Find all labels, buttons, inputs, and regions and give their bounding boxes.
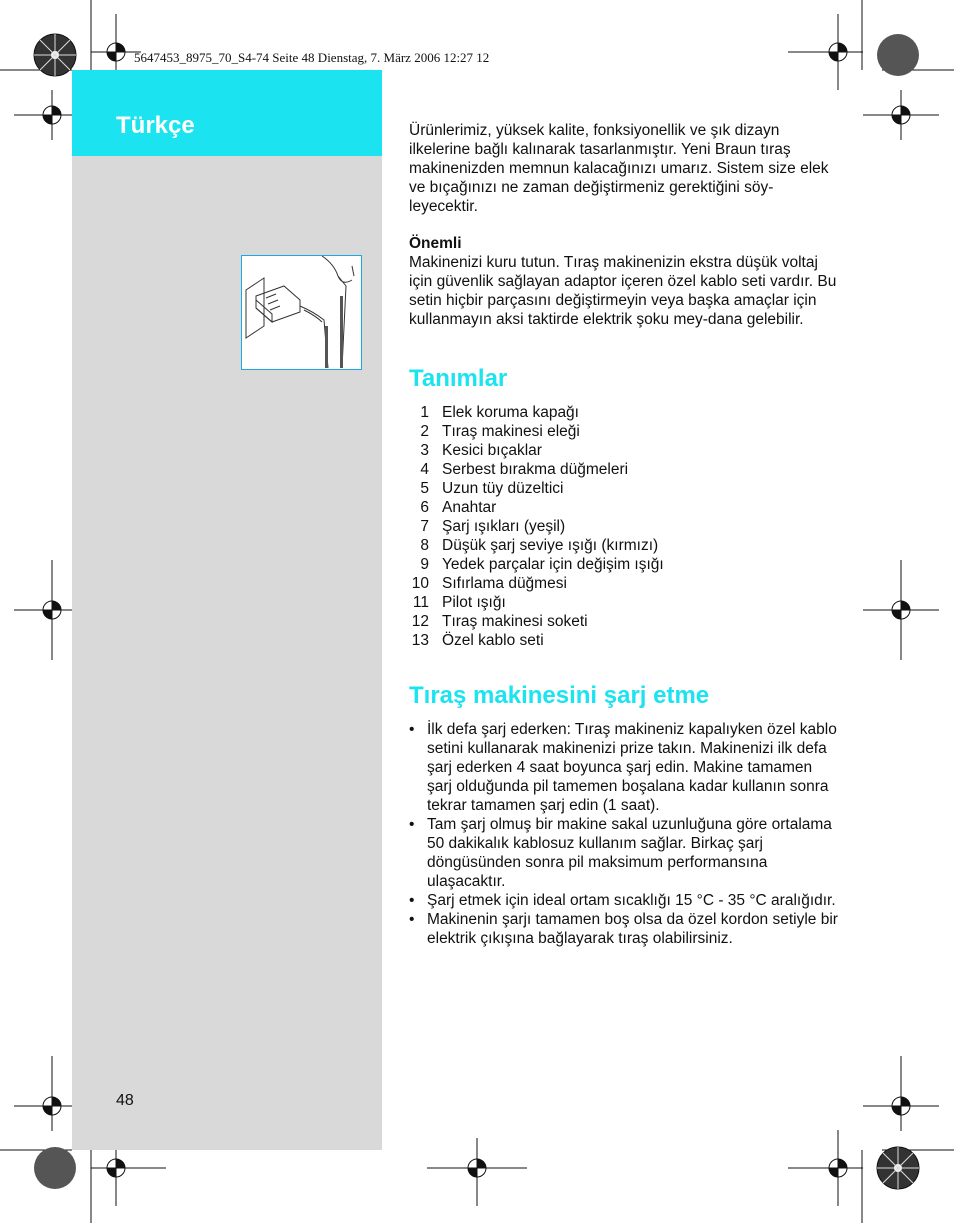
item-label: Pilot ışığı [442,594,506,611]
list-item [409,441,839,460]
list-item [409,460,839,479]
item-number: 1 [420,404,429,421]
list-item [409,422,839,441]
item-number: 8 [420,537,429,554]
item-number: 6 [420,499,429,516]
list-item [409,720,839,815]
item-number: 2 [420,423,429,440]
shaver-plug-illustration [241,255,362,370]
page-number: 48 [116,1092,134,1109]
item-label: Serbest bırakma düğmeleri [442,461,629,478]
item-number: 5 [420,480,429,497]
plug-cord-icon [242,256,361,369]
item-label: Anahtar [442,499,497,516]
charging-bullets [409,720,839,948]
list-item [409,403,839,422]
bullet-icon: • [409,892,415,909]
intro-paragraph: Ürünlerimiz, yüksek kalite, fonksiyonellik ve şık dizayn ilkelerine bağlı kalınarak tasarlanmıştır. Yeni Braun tıraş makinenizden memnun kalacağınızı umarız. Sistem size elek ve bıçağınızı ne zaman değiştirmeniz gerektiğini söy-leyecektir. [409,122,829,215]
item-label: Sıfırlama düğmesi [442,575,567,592]
item-number: 4 [420,461,429,478]
item-number: 3 [420,442,429,459]
left-sidebar-panel [72,70,382,1150]
bullet-text: Şarj etmek için ideal ortam sıcaklığı 15 °C - 35 °C aralığıdır. [427,892,836,909]
important-text: Makinenizi kuru tutun. Tıraş makinenizin ekstra düşük voltaj için güvenlik sağlayan adaptor içeren özel kablo seti vardır. Bu setin hiçbir parçasını değiştirmeyin veya başka amaçlar için kullanmayın aksi taktirde elektrik şoku mey-dana gelebilir. [409,254,837,328]
print-slug-line: 5647453_8975_70_S4-74 Seite 48 Dienstag, 7. März 2006 12:27 12 [134,50,490,65]
list-item [409,612,839,631]
list-item [409,574,839,593]
descriptions-heading: Tanımlar [409,365,508,392]
item-number: 11 [412,594,429,611]
list-item [409,479,839,498]
main-content [409,121,839,948]
item-label: Şarj ışıkları (yeşil) [442,518,566,535]
list-item [409,910,839,948]
language-title: Türkçe [116,112,195,139]
item-label: Kesici bıçaklar [442,442,542,459]
item-label: Elek koruma kapağı [442,404,579,421]
bullet-icon: • [409,721,415,738]
item-label: Özel kablo seti [442,632,544,649]
list-item [409,891,839,910]
item-number: 13 [411,632,429,649]
bullet-text: İlk defa şarj ederken: Tıraş makineniz kapalıyken özel kablo setini kullanarak makinenizi prize takın. Makinenizi ilk defa şarj ederken 4 saat boyunca şarj edin. Makine tamamen şarj olduğunda pil tamemen boşalana kadar kullanın sonra tekrar tamamen şarj edin (1 saat). [427,721,837,814]
bullet-text: Tam şarj olmuş bir makine sakal uzunluğuna göre ortalama 50 dakikalık kablosuz kullanım sağlar. Birkaç şarj döngüsünden sonra pil maksimum performansına ulaşacaktır. [427,816,832,890]
important-title: Önemli [409,235,462,252]
bullet-icon: • [409,911,415,928]
list-item [409,631,839,650]
item-number: 12 [411,613,429,630]
item-label: Tıraş makinesi soketi [442,613,588,630]
item-label: Yedek parçalar için değişim ışığı [442,556,664,573]
item-label: Düşük şarj seviye ışığı (kırmızı) [442,537,659,554]
item-number: 9 [420,556,429,573]
charging-heading: Tıraş makinesini şarj etme [409,682,710,709]
list-item [409,815,839,891]
language-title-band [72,70,382,156]
item-label: Tıraş makinesi eleği [442,423,580,440]
list-item [409,498,839,517]
item-number: 10 [411,575,429,592]
item-label: Uzun tüy düzeltici [442,480,564,497]
bullet-text: Makinenin şarjı tamamen boş olsa da özel kordon setiyle bir elektrik çıkışına bağlayarak tıraş olabilirsiniz. [427,911,838,947]
item-number: 7 [420,518,429,535]
parts-list [409,403,839,650]
bullet-icon: • [409,816,415,833]
list-item [409,536,839,555]
list-item [409,593,839,612]
list-item [409,555,839,574]
list-item [409,517,839,536]
